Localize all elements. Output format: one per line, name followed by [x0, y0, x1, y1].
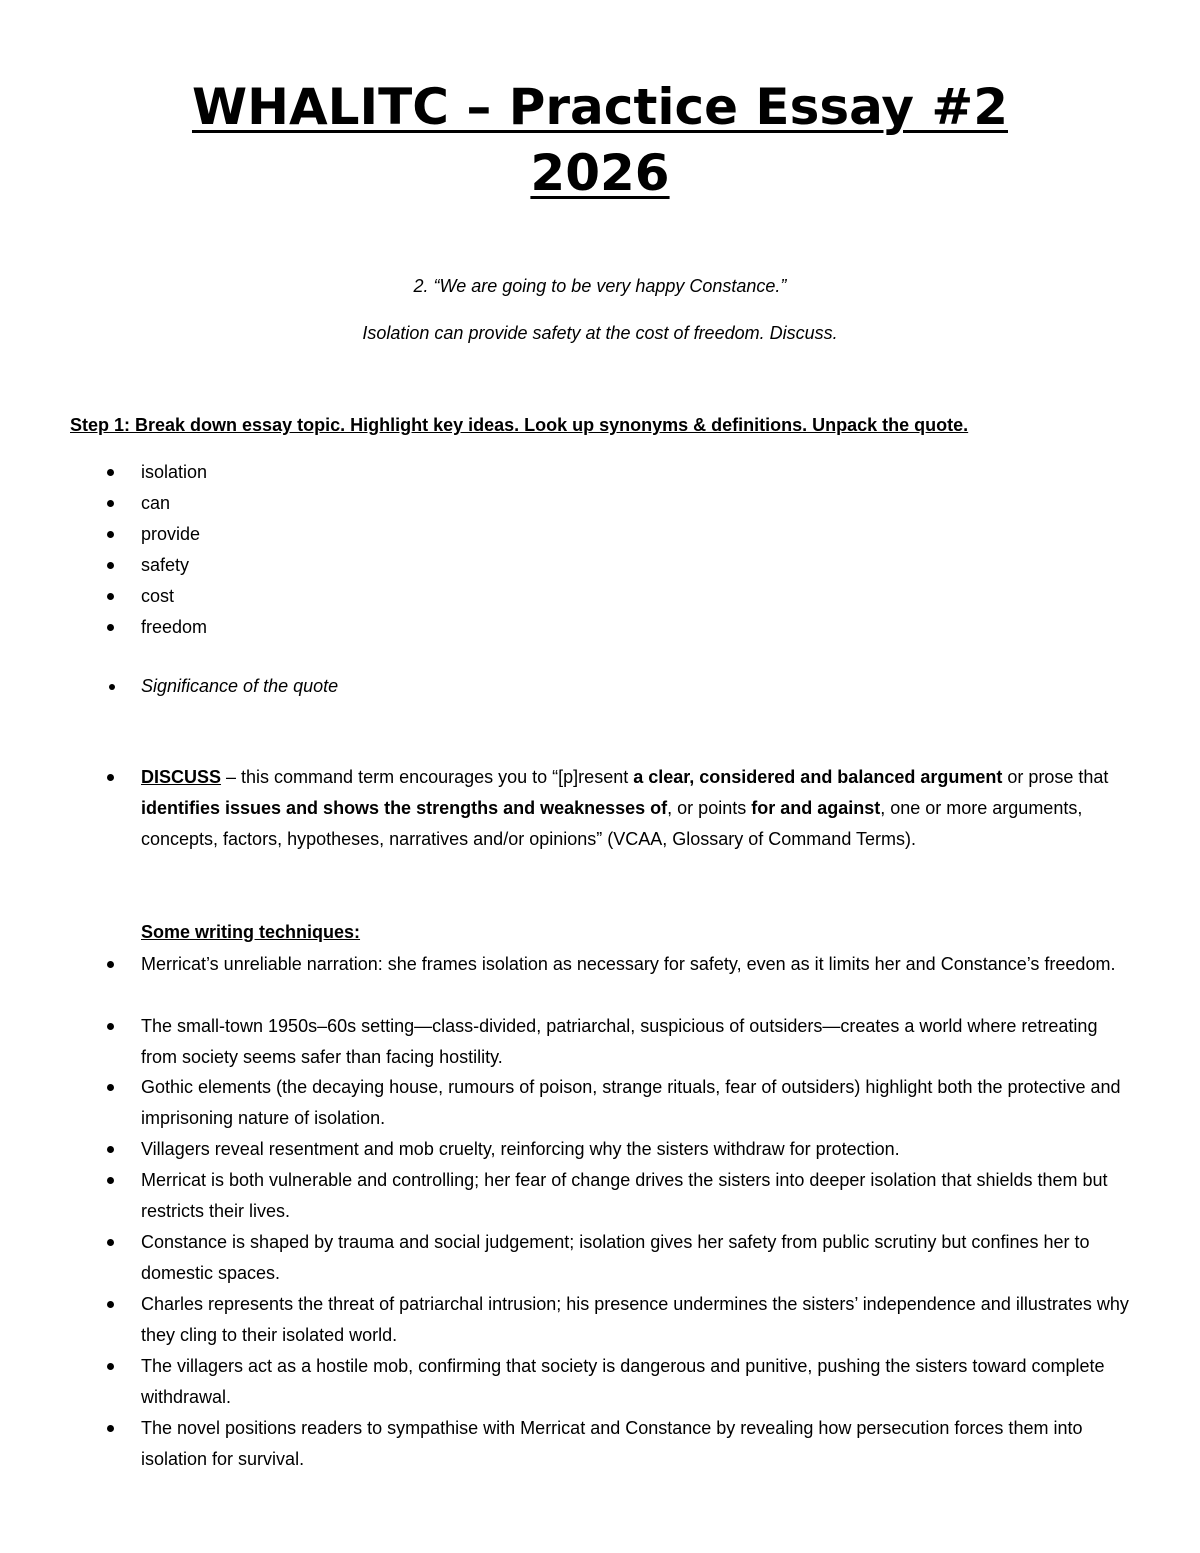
- list-item: can: [141, 488, 1131, 519]
- techniques-heading: Some writing techniques:: [141, 922, 361, 942]
- list-item: cost: [141, 581, 1131, 612]
- title-line-1: WHALITC – Practice Essay #2: [191, 78, 1008, 136]
- technique-item: The villagers act as a hostile mob, confirming that society is dangerous and punitive, pushing the sisters toward complete withdrawal.: [141, 1351, 1131, 1413]
- essay-prompt-quote: 2. “We are going to be very happy Constance.”: [413, 276, 787, 296]
- technique-item: The small-town 1950s–60s setting—class-divided, patriarchal, suspicious of outsiders—creates a world where retreating from society seems safer than facing hostility.: [141, 1011, 1131, 1073]
- discuss-term: DISCUSS: [141, 767, 222, 787]
- essay-prompt-statement: Isolation can provide safety at the cost of freedom. Discuss.: [362, 323, 838, 343]
- title-line-2: 2026: [530, 144, 670, 202]
- technique-item: Merricat’s unreliable narration: she frames isolation as necessary for safety, even as it limits her and Constance’s freedom.: [141, 949, 1131, 980]
- document-title: [100, 74, 1100, 206]
- technique-item: Villagers reveal resentment and mob cruelty, reinforcing why the sisters withdraw for protection.: [141, 1134, 1131, 1165]
- technique-item: Gothic elements (the decaying house, rumours of poison, strange rituals, fear of outsiders) highlight both the protective and imprisoning nature of isolation.: [141, 1072, 1131, 1134]
- technique-item: Charles represents the threat of patriarchal intrusion; his presence undermines the sisters’ independence and illustrates why they cling to their isolated world.: [141, 1289, 1131, 1351]
- step-1-heading: Step 1: Break down essay topic. Highlight key ideas. Look up synonyms & definitions. Unpack the quote.: [70, 415, 969, 435]
- technique-item: Constance is shaped by trauma and social judgement; isolation gives her safety from public scrutiny but confines her to domestic spaces.: [141, 1227, 1131, 1289]
- list-item: freedom: [141, 612, 1131, 643]
- technique-item: The novel positions readers to sympathise with Merricat and Constance by revealing how persecution forces them into isolation for survival.: [141, 1413, 1131, 1475]
- technique-item: Merricat is both vulnerable and controlling; her fear of change drives the sisters into deeper isolation that shields them but restricts their lives.: [141, 1165, 1131, 1227]
- significance-item: Significance of the quote: [141, 671, 1131, 702]
- list-item: safety: [141, 550, 1131, 581]
- discuss-definition: DISCUSS – this command term encourages you to “[p]resent a clear, considered and balanced argument or prose that identifies issues and shows the strengths and weaknesses of, or points for and against, one or more arguments, concepts, factors, hypotheses, narratives and/or opinions” (VCAA, Glossary of Command Terms).: [141, 762, 1131, 855]
- list-item: provide: [141, 519, 1131, 550]
- list-item: isolation: [141, 457, 1131, 488]
